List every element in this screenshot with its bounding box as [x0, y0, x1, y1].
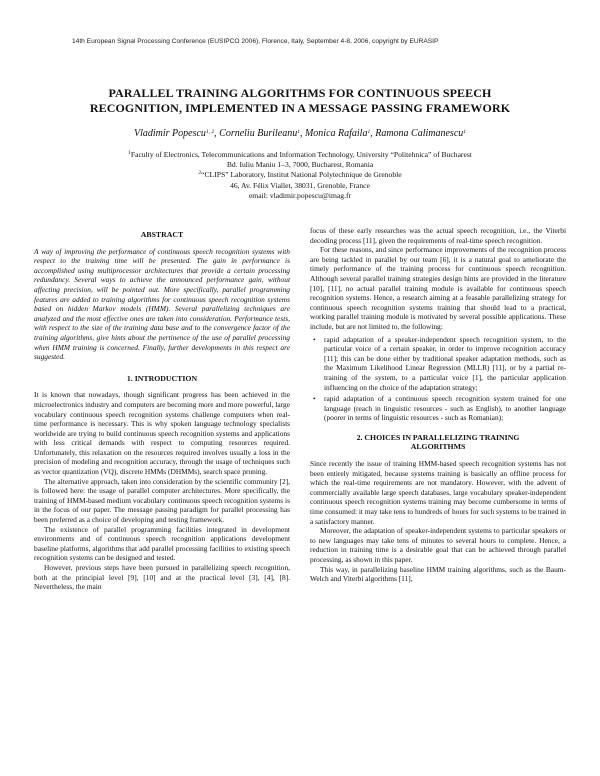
author-4-affil: 1 [463, 129, 467, 135]
abstract-heading: ABSTRACT [140, 230, 184, 239]
list-item: • rapid adaptation of a continuous speech recognition system trained for one language (reach in linguistic resources - such as English), to another language (poorer in terms of linguistic resources - such as Romanian); [313, 394, 566, 423]
intro-paragraph-6: For these reasons, and since performance improvements of the recognition process are being tackled in parallel by our team [6], it is a natural goal to ameliorate the timely performance of the training process for continuous speech recognition. Although several parallel training strategies design hints are provided in the literature [10], [11], no actual parallel training module is available for continuous speech recognition systems. Hence, a research aiming at a feasable parallelizing strategy for continuous speech recognition systems training that should lead to a practical, working parallel training module is motivated by several possible applications. These include, but are not limited to, the following: [310, 245, 566, 331]
author-3-affil: 1 [367, 129, 371, 135]
applications-list [310, 335, 566, 423]
section-2-paragraph-2: Moreover, the adaptation of speaker-independent systems to particular speakers or to new languages may take tens of minutes to several hours to complete. Hence, a reduction in training time is a desirable goal that can be achieved through parallel processing, as shown in this paper. [310, 526, 566, 564]
author-list: Vladimir Popescu$^{1, 2}$, Corneliu Burileanu$^1$, Monica Rafaila$^1$, Ramona Calimanescu$^1$ [133, 128, 467, 139]
author-email: email: vladimir.popescu@imag.fr [248, 190, 352, 200]
bullet-icon: • [313, 394, 316, 404]
author-3: Monica Rafaila [304, 128, 368, 139]
paper-title [40, 86, 560, 116]
title-line-1: PARALLEL TRAINING ALGORITHMS FOR CONTINUOUS SPEECH [108, 86, 492, 100]
intro-paragraph-4: However, previous steps have been pursued in parallelizing speech recognition, both at the principial level [9], [10] and at the practical level [3], [4], [8]. Nevertheless, the main [34, 563, 290, 592]
intro-paragraph-3: The existence of parallel programming facilities integrated in development environments and of continuous speech recognition applications development baseline platforms, algorithms that add parallel processing facilities to existing speech recognition systems can be designed and tested. [34, 524, 290, 563]
affiliations [40, 150, 560, 201]
affiliation-2-address: 46, Av. Félix Viallet, 38031, Grenoble, France [230, 180, 370, 190]
bullet-icon: • [313, 334, 316, 344]
left-column [34, 230, 290, 592]
conference-header: 14th European Signal Processing Conference (EUSIPCO 2006), Florence, Italy, September 4-8, 2006, copyright by EURASIP [72, 38, 439, 45]
right-column [310, 226, 566, 584]
affiliation-2: $^2$“CLIPS” Laboratory, Institut National Polytechnique de Grenoble [198, 170, 402, 180]
abstract-text: A way of improving the performance of continuous speech recognition systems with respect to the training time will be presented. The gain in performance is accomplished using multiprocessor architectures that provide a certain processing redundancy. Several ways to achieve the announced performance gain, without affecting precision, will be pointed out. More specifically, parallel programming features are added to training algorithms for continuous speech recognition systems based on hidden Markov models (HMM). Several parallelizing techniques are analyzed and the most effective ones are taken into consideration. Performance tests, with respect to the size of the training data base and to the convergence factor of the training algorithms, give hints about the pertinence of the use of parallel processing when HMM training is concerned. Finally, further developments in this respect are suggested. [34, 246, 290, 362]
author-4: Ramona Calimanescu [375, 128, 464, 139]
author-2-affil: 1 [297, 129, 300, 135]
author-1-affil: 1, 2 [205, 129, 215, 135]
section-2-paragraph-3: This way, in parallelizing baseline HMM training algorithms, such as the Baum-Welch and Viterbi algorithms [11], [310, 564, 566, 584]
section-2-heading: 2. CHOICES IN PARALLELIZING TRAINING ALGORITHMS [356, 432, 520, 452]
author-1: Vladimir Popescu [133, 128, 206, 139]
intro-paragraph-1: It is known that nowadays, though significant progress has been achieved in the microelectronics industry and computers are becoming more and more powerful, large vocabulary continuous speech recognition systems challenge computers when real-time performance is necessary. This is why spoken language technology specialists worldwide are trying to build continuous speech recognition systems and applications with less critical demands with respect to computing resources required. Unfortunately, this relaxation on the resources required involves usually a loss in the precision of modeling and recognition accuracy, through the usage of techniques such as vector quantization (VQ), discrete HMMs (DHMMs), search space pruning. [34, 390, 290, 477]
author-2: Corneliu Burileanu [219, 128, 298, 139]
list-item: • rapid adaptation of a speaker-independent speech recognition system, to the particular voice of a certain speaker, in order to improve recognition accuracy [11]; this can be done either by traditional speaker adaptation methods, such as the Maximum Likelihood Linear Regression (MLLR) [11], or by a partial re-training of the system, to a particular voice [1], the particular application influencing on the choice of the adaptation strategy; [313, 334, 566, 392]
affiliation-1: $^1$Faculty of Electronics, Telecommunications and Information Technology, University “Politehnica” of Bucharest [128, 150, 472, 159]
section-2-paragraph-1: Since recently the issue of training HMM-based speech recognition systems has not been entirely mitigated, because systems training is basically an offline process for which the real-time requirements are not mandatory. However, with the advent of commercially available large speech databases, large vocabulary speaker-independent continuous speech recognition systems training may become cumbersome in terms of time consumed: it may take tens to hundreds of hours for such systems to be trained in a satisfactory manner. [310, 459, 566, 526]
affiliation-1-address: Bd. Iuliu Maniu 1–3, 7000, Bucharest, Romania [226, 160, 374, 170]
intro-paragraph-5: focus of these early researches was the actual speech recognition, i.e., the Viterbi decoding process [11], given the requirements of real-time speech recognition. [310, 226, 566, 245]
intro-paragraph-2: The alternative approach, taken into consideration by the scientific community [2], is followed here: the usage of parallel computer architectures. More specifically, the training of HMM-based medium vocabulary continuous speech recognition systems is in the focus of our paper. The message passing paradigm for parallel processing has been preferred as a choice of developing and testing framework. [34, 476, 290, 525]
section-1-heading: 1. INTRODUCTION [126, 373, 198, 383]
title-line-2: RECOGNITION, IMPLEMENTED IN A MESSAGE PASSING FRAMEWORK [89, 101, 511, 115]
